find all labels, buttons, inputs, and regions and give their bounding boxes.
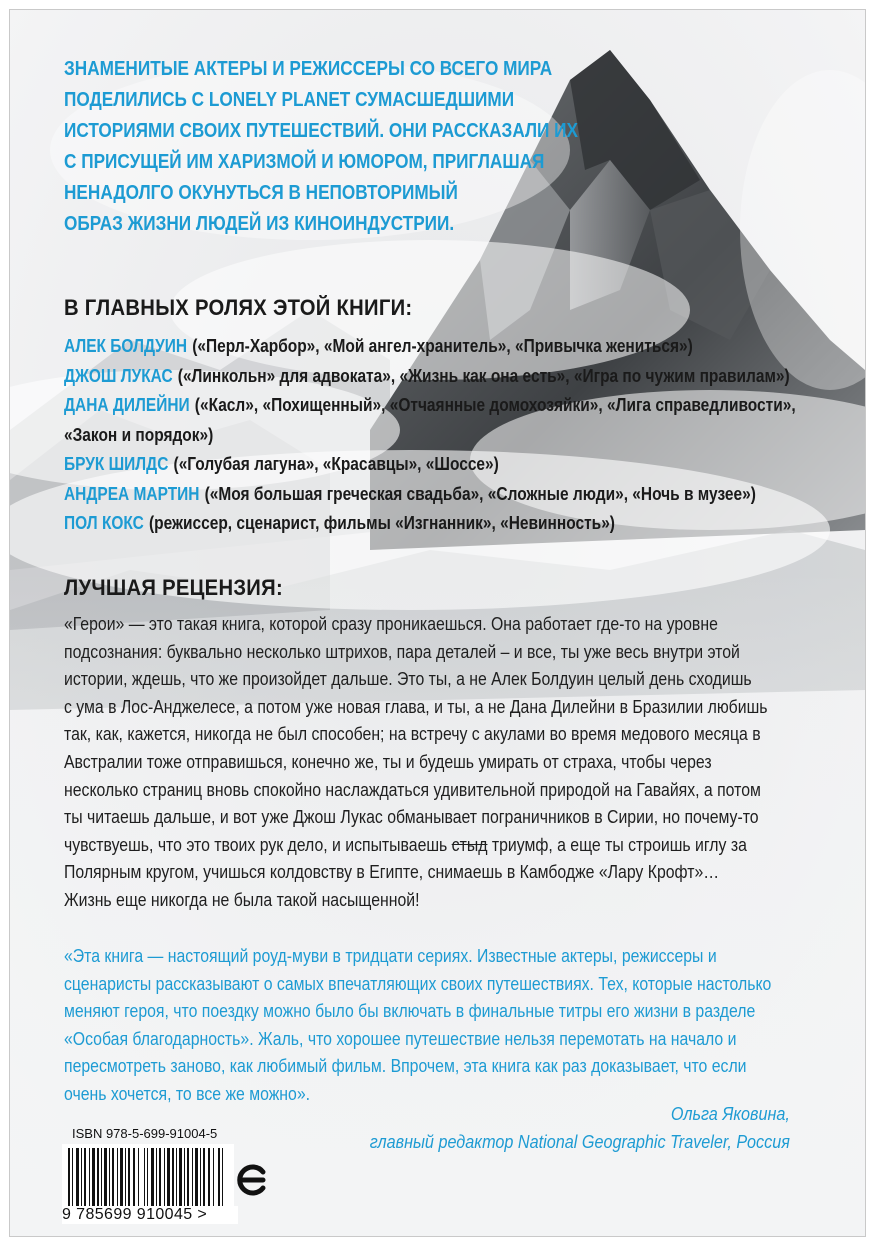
cast-roles: («Линкольн» для адвоката», «Жизнь как она есть», «Игра по чужим правилам») xyxy=(177,365,790,386)
barcode-digits: 9 785699 910045 > xyxy=(62,1206,238,1224)
cast-roles: («Касл», «Похищенный», «Отчаянные домохозяйки», «Лига справедливости», xyxy=(194,395,796,415)
review-fragment: триумф, а еще ты строишь иглу за xyxy=(487,833,747,855)
review-line: несколько страниц вновь спокойно наслаждаться удивительной природой на Гавайях, а потом xyxy=(64,778,761,800)
review-line: подсознания: буквально несколько штрихов, пара деталей – и все, ты уже весь внутри этой xyxy=(64,640,740,662)
cast-roles: («Моя большая греческая свадьба», «Сложные люди», «Ночь в музее») xyxy=(204,483,756,504)
intro-line: ЗНАМЕНИТЫЕ АКТЕРЫ И РЕЖИССЕРЫ СО ВСЕГО МИРА xyxy=(64,58,553,80)
review-line: «Герои» — это такая книга, которой сразу проникаешься. Она работает где-то на уровне xyxy=(64,613,718,634)
struck-word: стыд xyxy=(451,833,488,855)
review-fragment: чувствуешь, что это твоих рук дело, и испытываешь xyxy=(64,833,452,855)
cast-item xyxy=(64,362,790,392)
review-heading: ЛУЧШАЯ РЕЦЕНЗИЯ: xyxy=(64,575,283,600)
cast-roles-continuation: «Закон и порядок») xyxy=(64,424,214,445)
review-line: с ума в Лос-Анджелесе, а потом уже новая глава, и ты, а не Дана Дилейни в Бразилии любишь xyxy=(64,695,768,717)
quote-line: меняют героя, что поездку можно было бы включать в финальные титры его жизни в разделе xyxy=(64,1000,756,1022)
cast-name: ДЖОШ ЛУКАС xyxy=(64,365,173,386)
quote-author xyxy=(370,1100,790,1156)
author-name: Ольга Яковина, xyxy=(671,1104,790,1124)
quote-text xyxy=(64,942,786,1108)
intro-blurb xyxy=(64,54,578,240)
isbn-label: ISBN 978-5-699-91004-5 xyxy=(72,1126,218,1141)
cast-item xyxy=(64,332,769,362)
quote-line: сценаристы рассказывают о самых впечатляющих своих путешествиях. Тех, которые настолько xyxy=(64,972,772,994)
quote-line: «Особая благодарность». Жаль, что хорошее путешествие нельзя перемотать на начало и xyxy=(64,1027,737,1049)
quote-line: «Эта книга — настоящий роуд-муви в тридцати сериях. Известные актеры, режиссеры и xyxy=(64,945,717,966)
cast-name: АНДРЕА МАРТИН xyxy=(64,483,200,504)
intro-line: ИСТОРИЯМИ СВОИХ ПУТЕШЕСТВИЙ. ОНИ РАССКАЗАЛИ ИХ xyxy=(64,120,578,142)
review-line: так, как, кажется, никогда не был способен; на встречу с акулами во время медового месяца в xyxy=(64,723,761,745)
cast-list xyxy=(64,332,796,539)
cast-roles: («Голубая лагуна», «Красавцы», «Шоссе») xyxy=(173,454,499,474)
eksmo-logo-icon xyxy=(232,1160,272,1200)
review-line xyxy=(64,831,786,859)
intro-line: ОБРАЗ ЖИЗНИ ЛЮДЕЙ ИЗ КИНОИНДУСТРИИ. xyxy=(64,213,455,235)
cast-item xyxy=(64,450,769,480)
cast-roles: («Перл-Харбор», «Мой ангел-хранитель», «Привычка жениться») xyxy=(192,336,693,356)
cast-name: ДАНА ДИЛЕЙНИ xyxy=(64,395,190,415)
cover-text xyxy=(10,10,865,1236)
book-back-cover xyxy=(9,9,866,1237)
cast-heading: В ГЛАВНЫХ РОЛЯХ ЭТОЙ КНИГИ: xyxy=(64,295,413,320)
cast-name: АЛЕК БОЛДУИН xyxy=(64,336,188,356)
author-title: главный редактор National Geographic Traveler, Россия xyxy=(369,1132,790,1152)
intro-line: НЕНАДОЛГО ОКУНУТЬСЯ В НЕПОВТОРИМЫЙ xyxy=(64,182,458,204)
review-line: Полярным кругом, учишься колдовству в Египте, снимаешь в Камбодже «Лару Крофт»… xyxy=(64,861,720,883)
review-line: ты читаешь дальше, и вот уже Джош Лукас обманывает пограничников в Сирии, но почему-то xyxy=(64,806,759,828)
cast-item xyxy=(64,509,769,539)
cast-item xyxy=(64,480,769,510)
cast-name: ПОЛ КОКС xyxy=(64,513,144,533)
review-line: Австралии тоже отправишься, конечно же, ты и будешь умирать от страха, чтобы через xyxy=(64,750,712,772)
cast-roles: (режиссер, сценарист, фильмы «Изгнанник», «Невинность») xyxy=(149,513,615,533)
review-text xyxy=(64,610,786,914)
intro-line: ПОДЕЛИЛИСЬ С LONELY PLANET СУМАСШЕДШИМИ xyxy=(64,89,515,111)
cast-item xyxy=(64,391,796,450)
intro-line: С ПРИСУЩЕЙ ИМ ХАРИЗМОЙ И ЮМОРОМ, ПРИГЛАШАЯ xyxy=(64,151,545,173)
quote-line: очень хочется, то все же можно». xyxy=(64,1082,311,1104)
quote-line: пересмотреть заново, как любимый фильм. Впрочем, эта книга как раз доказывает, что если xyxy=(64,1055,747,1077)
review-line: истории, ждешь, что же произойдет дальше. Это ты, а не Алек Болдуин целый день сходишь xyxy=(64,668,752,690)
cast-name: БРУК ШИЛДС xyxy=(64,454,169,474)
review-line: Жизнь еще никогда не была такой насыщенной! xyxy=(64,888,420,910)
